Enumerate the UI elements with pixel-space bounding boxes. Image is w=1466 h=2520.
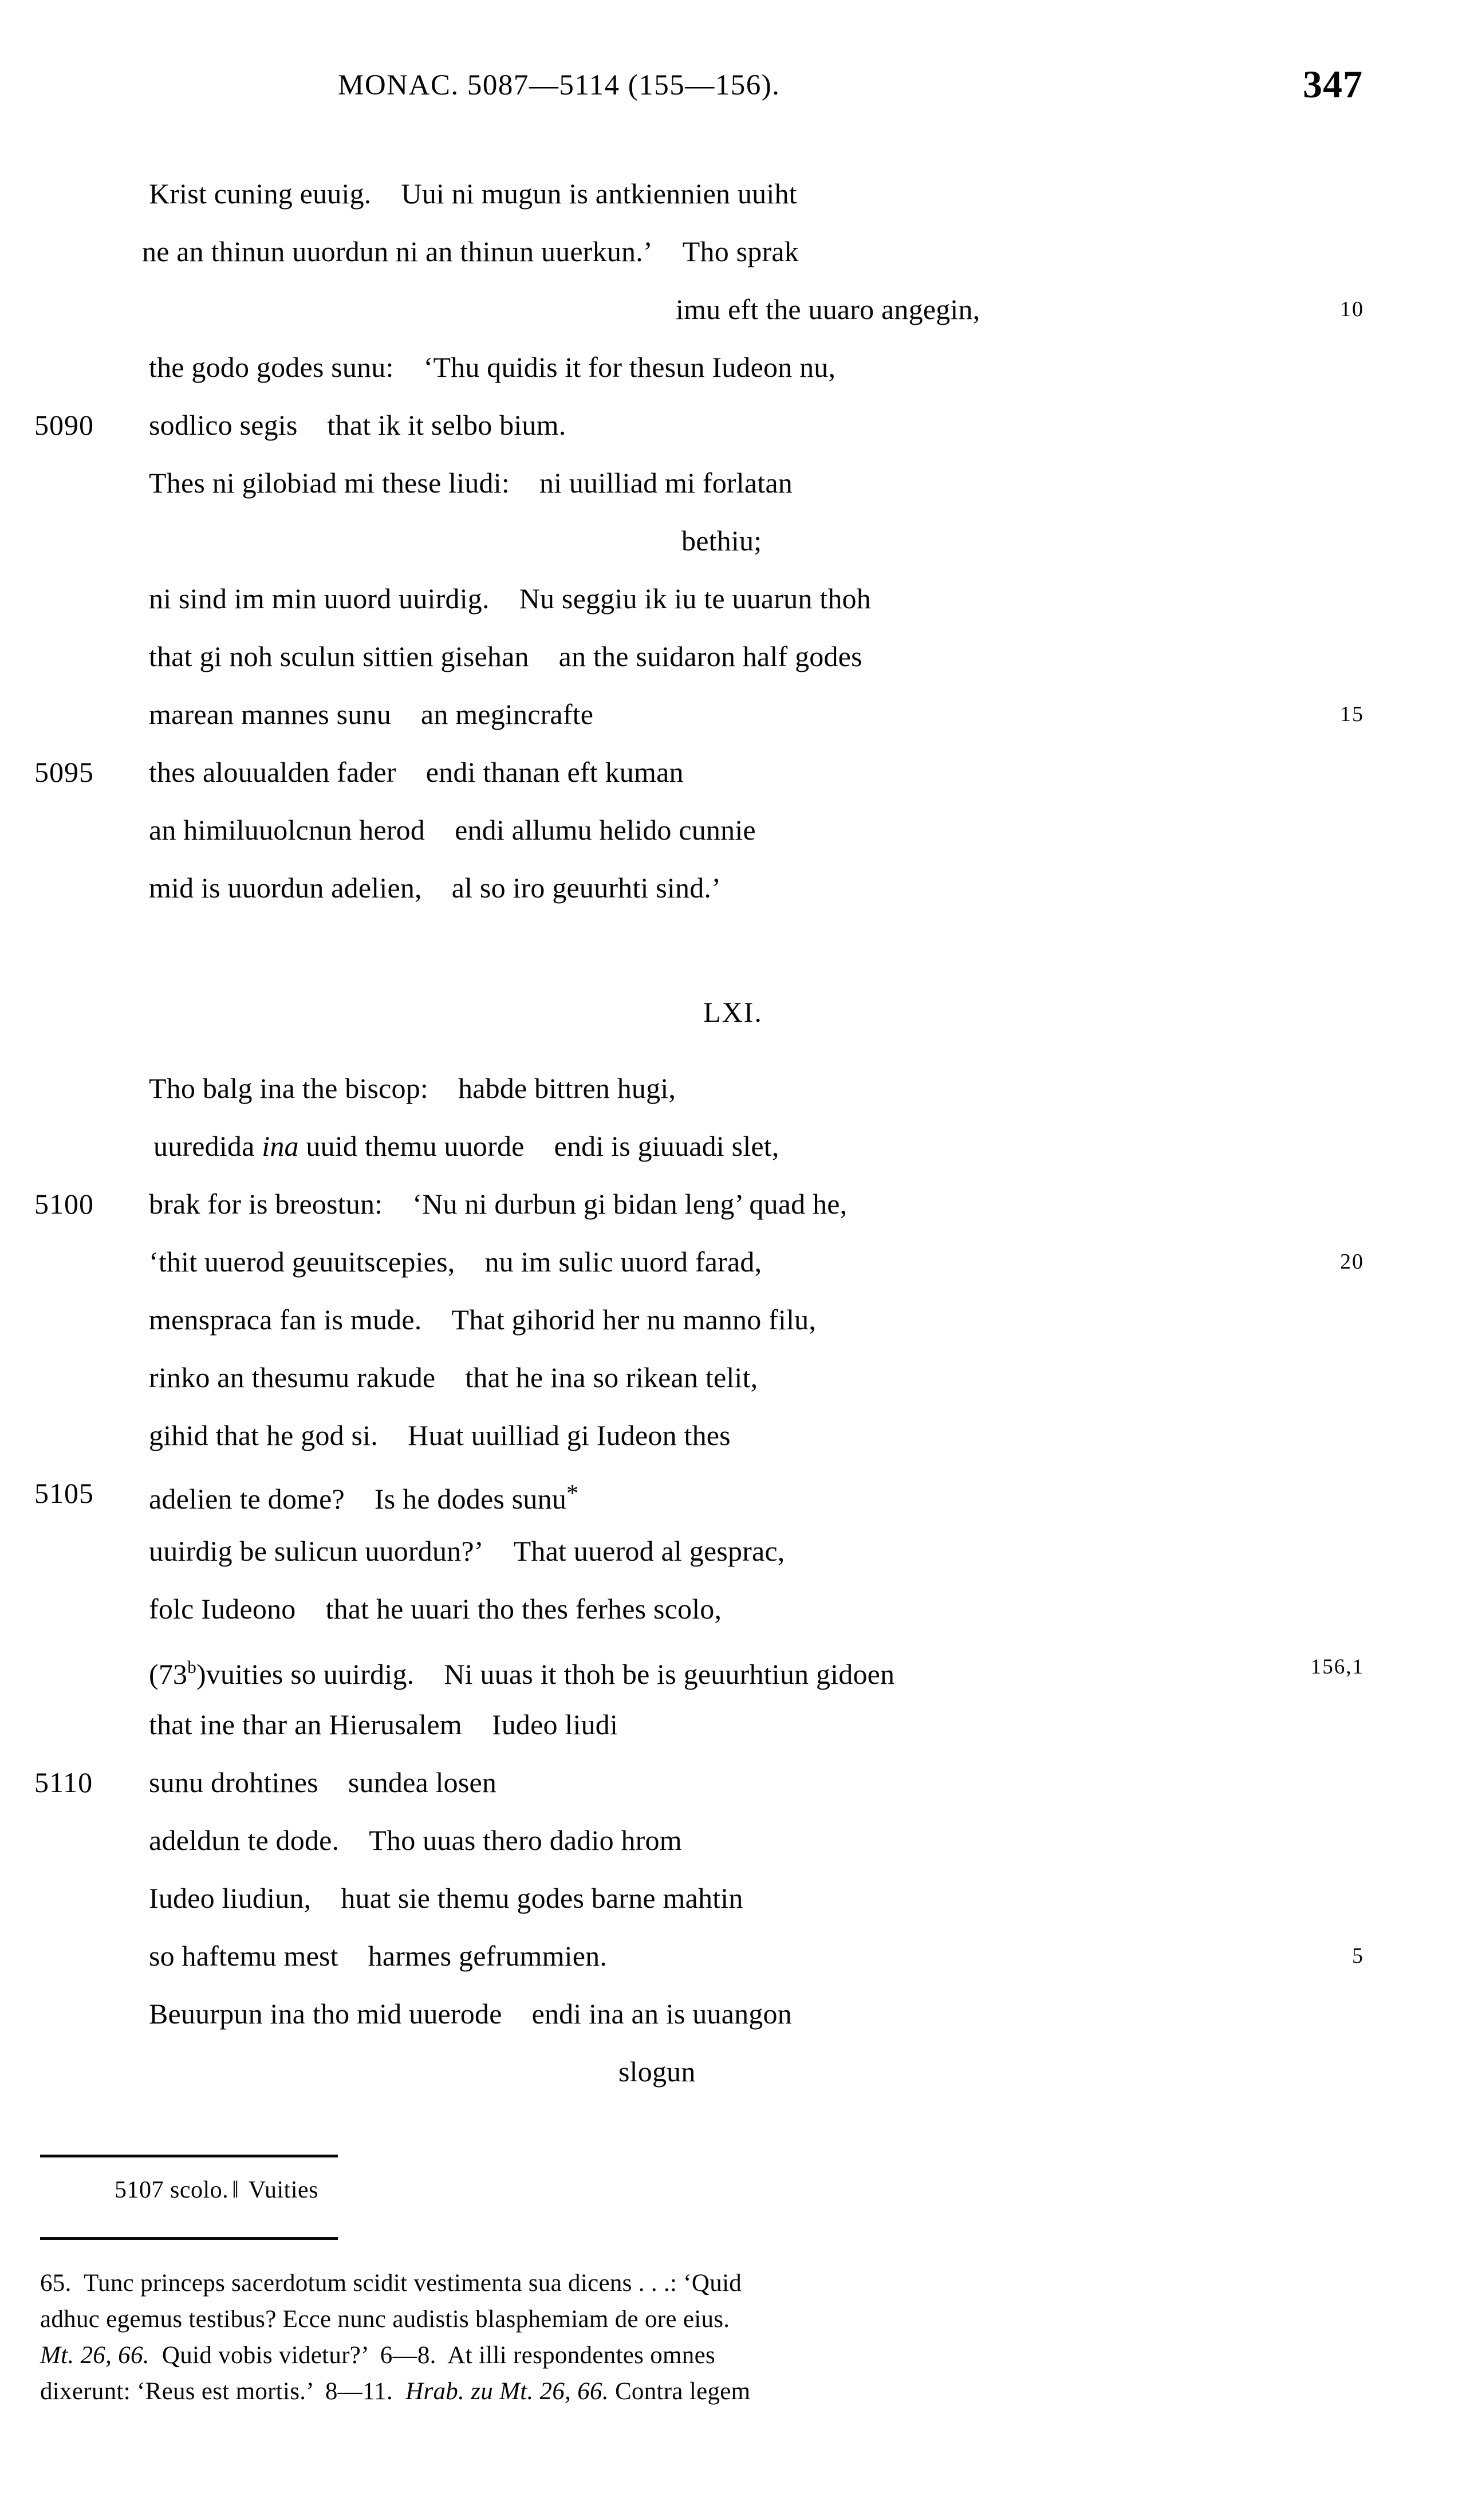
- verse-line-text: an himiluuolcnun herod endi allumu helido cunnie: [149, 814, 756, 846]
- apparatus-variant: Vuities: [248, 2177, 319, 2203]
- verse-line: [0, 1175, 1466, 1233]
- apparatus-rule-lower: [40, 2237, 338, 2240]
- verse-line-text: so haftemu mest harmes gefrummien.: [149, 1940, 608, 1972]
- verse-line: [0, 1060, 1466, 1117]
- verse-line: [0, 1233, 1466, 1291]
- verse-line-text: ni sind im min uuord uuirdig. Nu seggiu ik iu te uuarun thoh: [149, 582, 871, 615]
- verse-line-text: bethiu;: [681, 525, 762, 557]
- verse-line-text: imu eft the uuaro angegin,: [676, 293, 980, 325]
- apparatus-reading: scolo.: [170, 2177, 229, 2203]
- verse-line-text: folc Iudeono that he uuari tho thes ferhes scolo,: [149, 1593, 722, 1625]
- verse-line-number: 5105: [34, 1477, 94, 1509]
- verse-line-text: menspraca fan is mude. That gihorid her nu manno filu,: [149, 1304, 817, 1336]
- verse-line: [0, 628, 1466, 686]
- latin-source-line: adhuc egemus testibus? Ecce nunc audistis blasphemiam de ore eius.: [40, 2306, 730, 2333]
- verse-line: [0, 1117, 1466, 1175]
- folio-marker: (73$^b$): [149, 1657, 206, 1691]
- margin-reference-number: 15: [1340, 702, 1364, 726]
- verse-line: [0, 1580, 1466, 1638]
- verse-line-text: adeldun te dode. Tho uuas thero dadio hrom: [149, 1824, 682, 1856]
- apparatus-line-ref: 5107: [115, 2177, 164, 2203]
- verse-line: [0, 859, 1466, 917]
- verse-line-text: uuredida ina uuid themu uuorde endi is giuuadi slet,: [153, 1130, 779, 1162]
- latin-citation-italic: Hrab. zu Mt. 26, 66.: [405, 2378, 609, 2405]
- verse-line-text: gihid that he god si. Huat uuilliad gi Iudeon thes: [149, 1419, 731, 1451]
- latin-source-line: 65. Tunc princeps sacerdotum scidit vestimenta sua dicens . . .: ‘Quid: [40, 2270, 742, 2297]
- chapter-heading: LXI.: [703, 996, 763, 1028]
- verse-line-text: Krist cuning euuig. Uui ni mugun is antkiennien uuiht: [149, 178, 797, 210]
- verse-line-number: 5090: [34, 409, 94, 441]
- emphasised-word: ina: [262, 1130, 299, 1162]
- verse-line-text: (73$^b$)vuities so uuirdig. Ni uuas it thoh be is geuurhtiun gidoen: [149, 1657, 895, 1691]
- verse-line-text: adelien te dome? Is he dodes sunu*: [149, 1480, 579, 1515]
- latin-source-line: dixerunt: ‘Reus est mortis.’ 8—11. Hrab. zu Mt. 26, 66. Contra legem: [40, 2378, 751, 2405]
- page-number: 347: [1303, 62, 1363, 106]
- verse-line-text: that gi noh sculun sittien gisehan an the suidaron half godes: [149, 640, 862, 672]
- verse-line-text: Iudeo liudiun, huat sie themu godes barne mahtin: [149, 1882, 743, 1914]
- verse-line-text: rinko an thesumu rakude that he ina so rikean telit,: [149, 1361, 758, 1393]
- margin-reference-number: 5: [1352, 1944, 1364, 1968]
- folio-side-superscript: b: [187, 1657, 196, 1677]
- verse-line: [0, 1696, 1466, 1754]
- verse-line-text: mid is uuordun adelien, al so iro geuurhti sind.’: [149, 872, 721, 904]
- verse-line: [0, 396, 1466, 454]
- verse-line: [0, 1407, 1466, 1464]
- verse-line-number: 5100: [34, 1188, 94, 1220]
- margin-reference-number: 156,1: [1310, 1655, 1364, 1679]
- verse-line: [0, 743, 1466, 801]
- verse-line: [0, 281, 1466, 338]
- verse-line-text: ne an thinun uuordun ni an thinun uuerkun.’ Tho sprak: [142, 235, 799, 267]
- verse-line-text: the godo godes sunu: ‘Thu quidis it for thesun Iudeon nu,: [149, 351, 836, 383]
- verse-line: [0, 2043, 1466, 2101]
- verse-line: [0, 1349, 1466, 1407]
- verse-line-text: Tho balg ina the biscop: habde bittren hugi,: [149, 1072, 676, 1104]
- verse-line: [0, 1291, 1466, 1349]
- verse-line: [0, 1522, 1466, 1580]
- verse-line: [0, 512, 1466, 570]
- verse-line: [0, 1464, 1466, 1522]
- verse-line-text: sodlico segis that ik it selbo bium.: [149, 409, 566, 441]
- verse-line-text: slogun: [618, 2056, 696, 2088]
- verse-line: [0, 454, 1466, 512]
- verse-line: [0, 338, 1466, 396]
- verse-line: [0, 570, 1466, 628]
- verse-line-text: that ine thar an Hierusalem Iudeo liudi: [149, 1708, 618, 1741]
- verse-line-text: sunu drohtines sundea losen: [149, 1766, 497, 1798]
- double-bar-icon: ‖: [232, 2177, 239, 2203]
- latin-source-block: [40, 2265, 1363, 2409]
- margin-reference-number: 10: [1340, 297, 1364, 321]
- apparatus-rule-upper: [40, 2155, 338, 2157]
- verse-block-upper: [0, 165, 1466, 917]
- verse-line: [0, 1754, 1466, 1812]
- verse-line: [0, 801, 1466, 859]
- running-head-title: MONAC. 5087—5114 (155—156).: [338, 69, 781, 101]
- verse-line-text: Beuurpun ina tho mid uuerode endi ina an is uuangon: [149, 1998, 792, 2030]
- verse-line-text: thes alouualden fader endi thanan eft kuman: [149, 756, 684, 788]
- verse-line: [0, 1812, 1466, 1869]
- footnote-asterisk-marker: *: [566, 1480, 579, 1507]
- verse-line-text: marean mannes sunu an megincrafte: [149, 698, 594, 730]
- margin-reference-number: 20: [1340, 1250, 1364, 1274]
- verse-line-text: uuirdig be sulicun uuordun?’ That uuerod al gesprac,: [149, 1535, 785, 1567]
- verse-line: [0, 1927, 1466, 1985]
- verse-line: [0, 1985, 1466, 2043]
- verse-line-text: Thes ni gilobiad mi these liudi: ni uuilliad mi forlatan: [149, 467, 793, 499]
- critical-apparatus: [115, 2176, 318, 2204]
- latin-source-line: Mt. 26, 66. Quid vobis videtur?’ 6—8. At illi respondentes omnes: [40, 2342, 715, 2369]
- verse-line-text: brak for is breostun: ‘Nu ni durbun gi bidan leng’ quad he,: [149, 1188, 848, 1220]
- verse-block-lower: [0, 1060, 1466, 2101]
- verse-line: [0, 165, 1466, 223]
- running-head: [0, 62, 1466, 120]
- verse-line: [0, 1638, 1466, 1696]
- verse-line-text: ‘thit uuerod geuuitscepies, nu im sulic uuord farad,: [149, 1246, 762, 1278]
- verse-line-number: 5095: [34, 756, 94, 788]
- verse-line: [0, 686, 1466, 743]
- verse-line: [0, 223, 1466, 281]
- verse-line-number: 5110: [34, 1766, 93, 1798]
- latin-citation-italic: Mt. 26, 66.: [40, 2342, 149, 2369]
- verse-line: [0, 1869, 1466, 1927]
